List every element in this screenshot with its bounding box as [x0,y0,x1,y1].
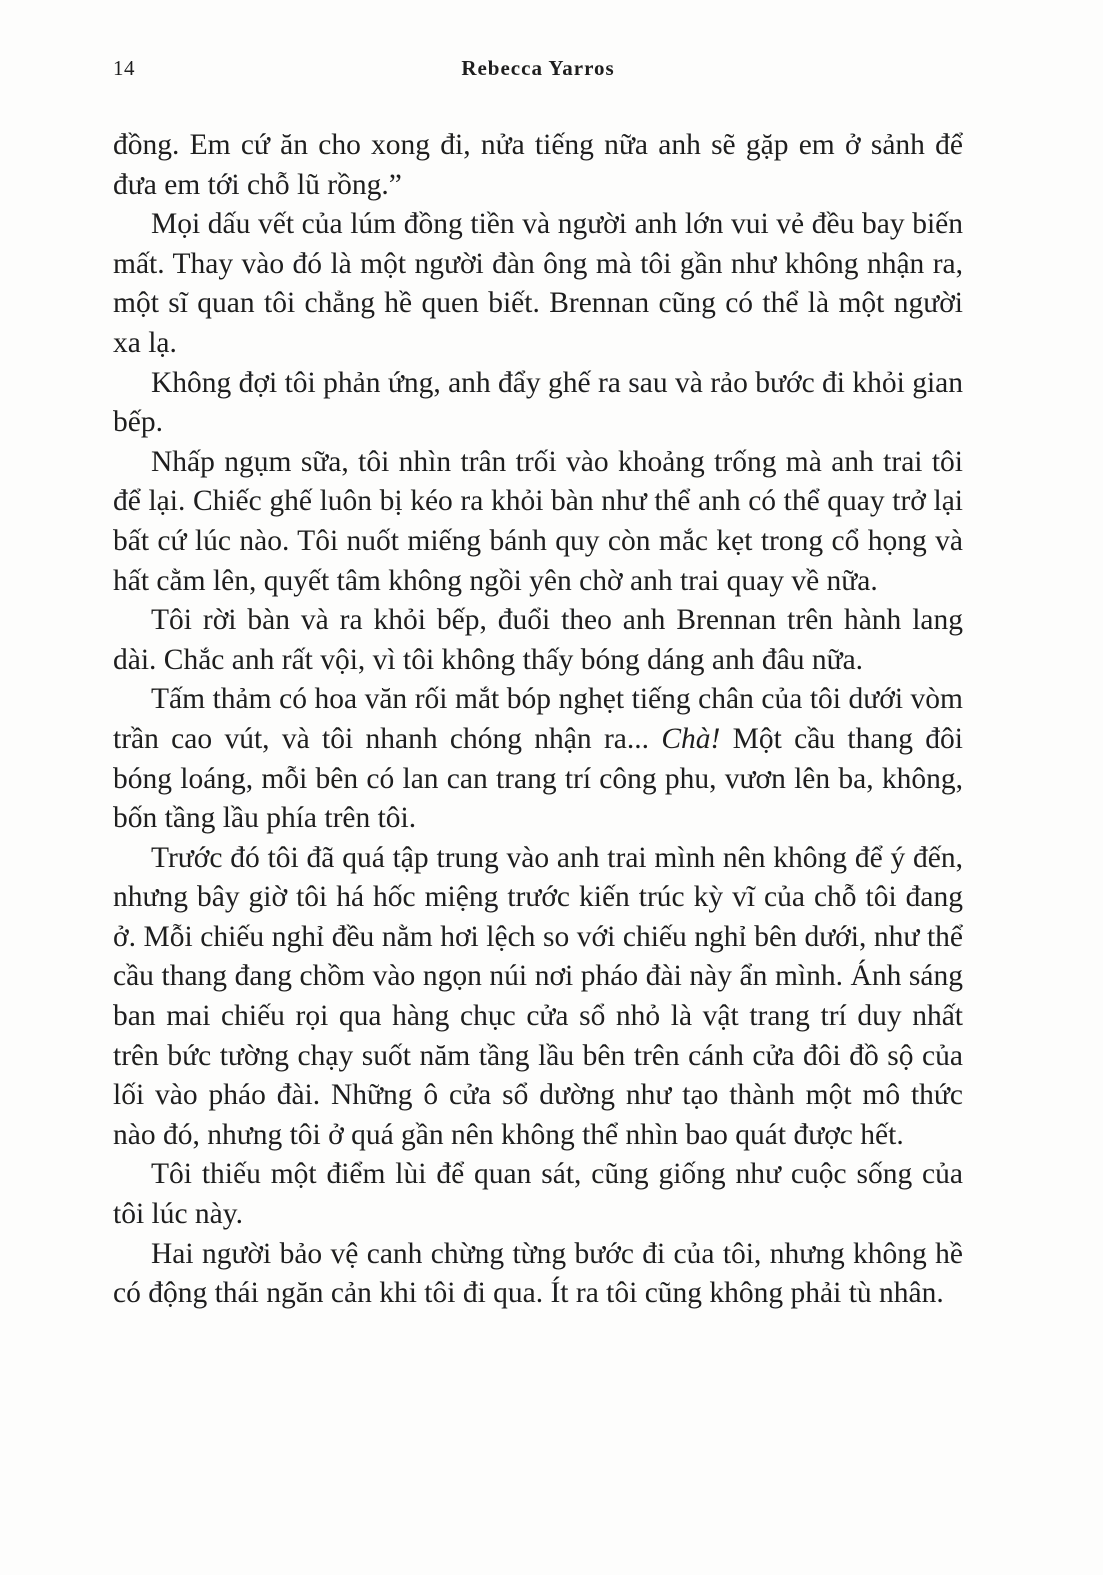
paragraph-text-italic: Chà! [661,722,721,755]
paragraph [113,680,963,838]
paragraph-text: Không đợi tôi phản ứng, anh đẩy ghế ra sau và rảo bước đi khỏi gian bếp. [113,366,963,439]
paragraph-text: Trước đó tôi đã quá tập trung vào anh trai mình nên không để ý đến, nhưng bây giờ tôi há hốc miệng trước kiến trúc kỳ vĩ của chỗ tôi đang ở. Mỗi chiếu nghỉ đều nằm hơi lệch so với chiếu nghỉ bên dưới, như thể cầu thang đang chồm vào ngọn núi nơi pháo đài này ẩn mình. Ánh sáng ban mai chiếu rọi qua hàng chục cửa sổ nhỏ là vật trang trí duy nhất trên bức tường chạy suốt năm tầng lầu bên trên cánh cửa đôi đồ sộ của lối vào pháo đài. Những ô cửa sổ dường như tạo thành một mô thức nào đó, nhưng tôi ở quá gần nên không thể nhìn bao quát được hết. [113,841,963,1151]
paragraph-text: Tấm thảm có hoa văn rối mắt bóp nghẹt tiếng chân của tôi dưới vòm trần cao vút, và tôi nhanh chóng nhận ra... [113,683,963,755]
paragraph-text: Hai người bảo vệ canh chừng từng bước đi của tôi, nhưng không hề có động thái ngăn cản khi tôi đi qua. Ít ra tôi cũng không phải tù nhân. [113,1237,963,1310]
paragraph-text: Tôi rời bàn và ra khỏi bếp, đuổi theo anh Brennan trên hành lang dài. Chắc anh rất vội, vì tôi không thấy bóng dáng anh đâu nữa. [113,604,963,676]
paragraph [113,839,963,1156]
paragraph [113,205,963,363]
paragraph-text: Mọi dấu vết của lúm đồng tiền và người anh lớn vui vẻ đều bay biến mất. Thay vào đó là một người đàn ông mà tôi gần như không nhận ra, một sĩ quan tôi chẳng hề quen biết. Brennan cũng có thể là một người xa lạ. [113,208,963,359]
page-number: 14 [113,56,135,80]
paragraph [113,443,963,601]
paragraph-text: Một cầu thang đôi bóng loáng, mỗi bên có lan can trang trí công phu, vươn lên ba, không, bốn tầng lầu phía trên tôi. [113,722,963,835]
paragraph-text: đồng. Em cứ ăn cho xong đi, nửa tiếng nữa anh sẽ gặp em ở sảnh để đưa em tới chỗ lũ rồng.” [113,129,963,201]
paragraph [113,126,963,205]
paragraph [113,1155,963,1234]
page-text-block [113,126,963,1314]
paragraph [113,364,963,443]
paragraph-text: Nhấp ngụm sữa, tôi nhìn trân trối vào khoảng trống mà anh trai tôi để lại. Chiếc ghế luôn bị kéo ra khỏi bàn như thể anh có thể quay trở lại bất cứ lúc nào. Tôi nuốt miếng bánh quy còn mắc kẹt trong cổ họng và hất cằm lên, quyết tâm không ngồi yên chờ anh trai quay về nữa. [113,445,963,597]
paragraph-text: Tôi thiếu một điểm lùi để quan sát, cũng giống như cuộc sống của tôi lúc này. [113,1158,963,1231]
running-head [113,56,963,86]
paragraph [113,1235,963,1314]
paragraph [113,601,963,680]
running-header-author: Rebecca Yarros [461,56,615,80]
